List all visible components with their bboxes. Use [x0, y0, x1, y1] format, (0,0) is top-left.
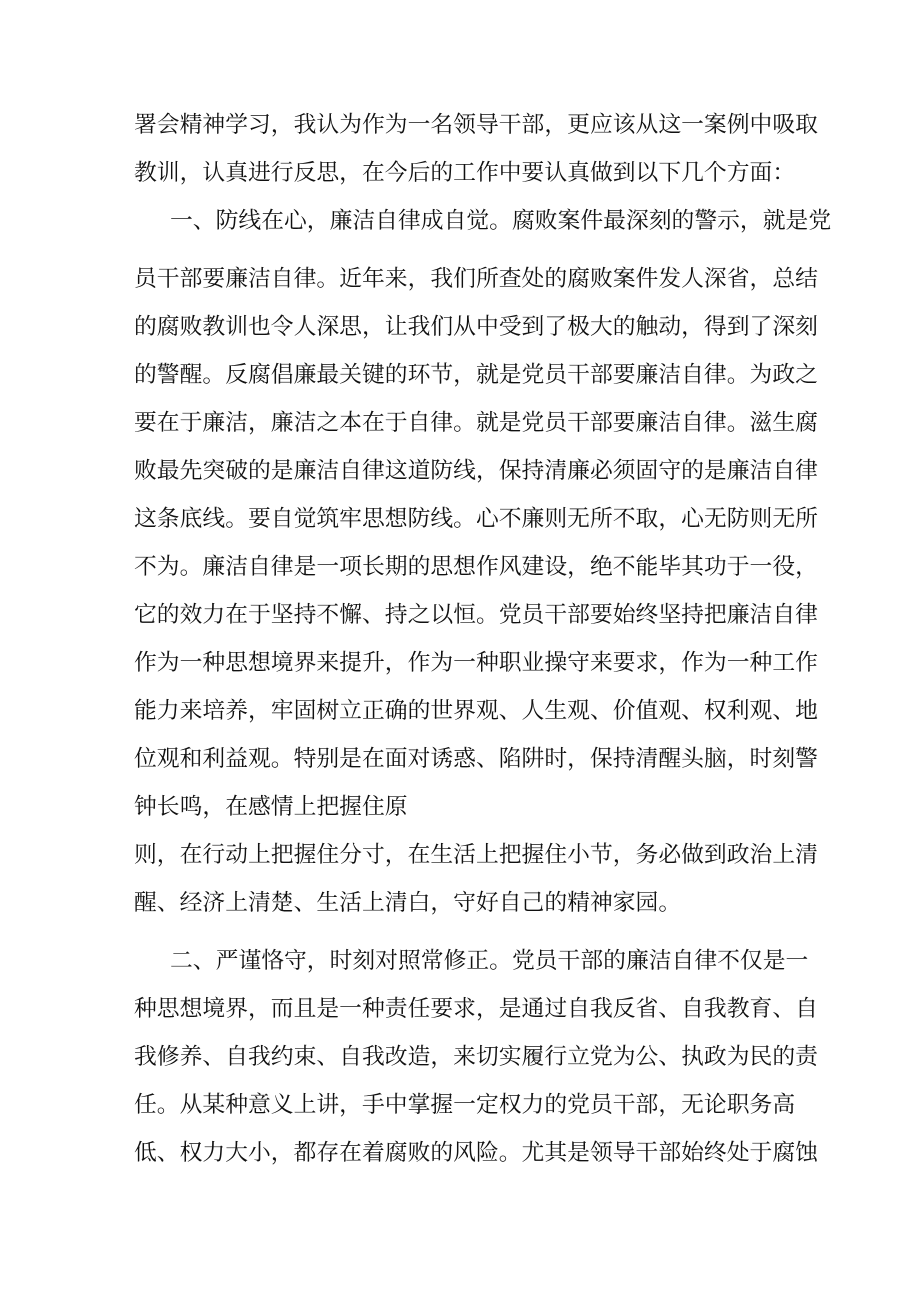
text-line: 不为。廉洁自律是一项长期的思想作风建设，绝不能毕其功于一役，: [134, 554, 818, 580]
text-line: 醒、经济上清楚、生活上清白，守好自己的精神家园。: [134, 890, 682, 916]
text-line: 教训，认真进行反思，在今后的工作中要认真做到以下几个方面：: [134, 160, 796, 186]
text-line: 败最先突破的是廉洁自律这道防线，保持清廉必须固守的是廉洁自律: [134, 458, 818, 484]
text-line: 它的效力在于坚持不懈、持之以恒。党员干部要始终坚持把廉洁自律: [134, 602, 818, 628]
text-line: 署会精神学习，我认为作为一名领导干部，更应该从这一案例中吸取: [134, 112, 818, 138]
text-line: 钟长鸣，在感情上把握住原: [134, 794, 408, 820]
text-line: 位观和利益观。特别是在面对诱惑、陷阱时，保持清醒头脑，时刻警: [134, 746, 818, 772]
text-line: 则，在行动上把握住分寸，在生活上把握住小节，务必做到政治上清: [134, 842, 818, 868]
text-line: 要在于廉洁，廉洁之本在于自律。就是党员干部要廉洁自律。滋生腐: [134, 410, 818, 436]
text-line: 能力来培养，牢固树立正确的世界观、人生观、价值观、权利观、地: [134, 698, 818, 724]
text-line: 低、权力大小，都存在着腐败的风险。尤其是领导干部始终处于腐蚀: [134, 1140, 818, 1166]
paragraph-2-heading-line: 二、严谨恪守，时刻对照常修正。党员干部的廉洁自律不仅是一: [170, 948, 809, 974]
text-line: 这条底线。要自觉筑牢思想防线。心不廉则无所不取，心无防则无所: [134, 506, 818, 532]
text-line: 我修养、自我约束、自我改造，来切实履行立党为公、执政为民的责: [134, 1044, 818, 1070]
text-line: 作为一种思想境界来提升，作为一种职业操守来要求，作为一种工作: [134, 650, 818, 676]
paragraph-1-heading-line: 一、防线在心，廉洁自律成自觉。腐败案件最深刻的警示，就是党: [170, 208, 832, 234]
text-line: 任。从某种意义上讲，手中掌握一定权力的党员干部，无论职务高: [134, 1092, 796, 1118]
text-line: 的警醒。反腐倡廉最关键的环节，就是党员干部要廉洁自律。为政之: [134, 362, 818, 388]
text-line: 的腐败教训也令人深思，让我们从中受到了极大的触动，得到了深刻: [134, 314, 818, 340]
text-line: 种思想境界，而且是一种责任要求，是通过自我反省、自我教育、自: [134, 996, 818, 1022]
text-line: 员干部要廉洁自律。近年来，我们所查处的腐败案件发人深省，总结: [134, 266, 818, 292]
